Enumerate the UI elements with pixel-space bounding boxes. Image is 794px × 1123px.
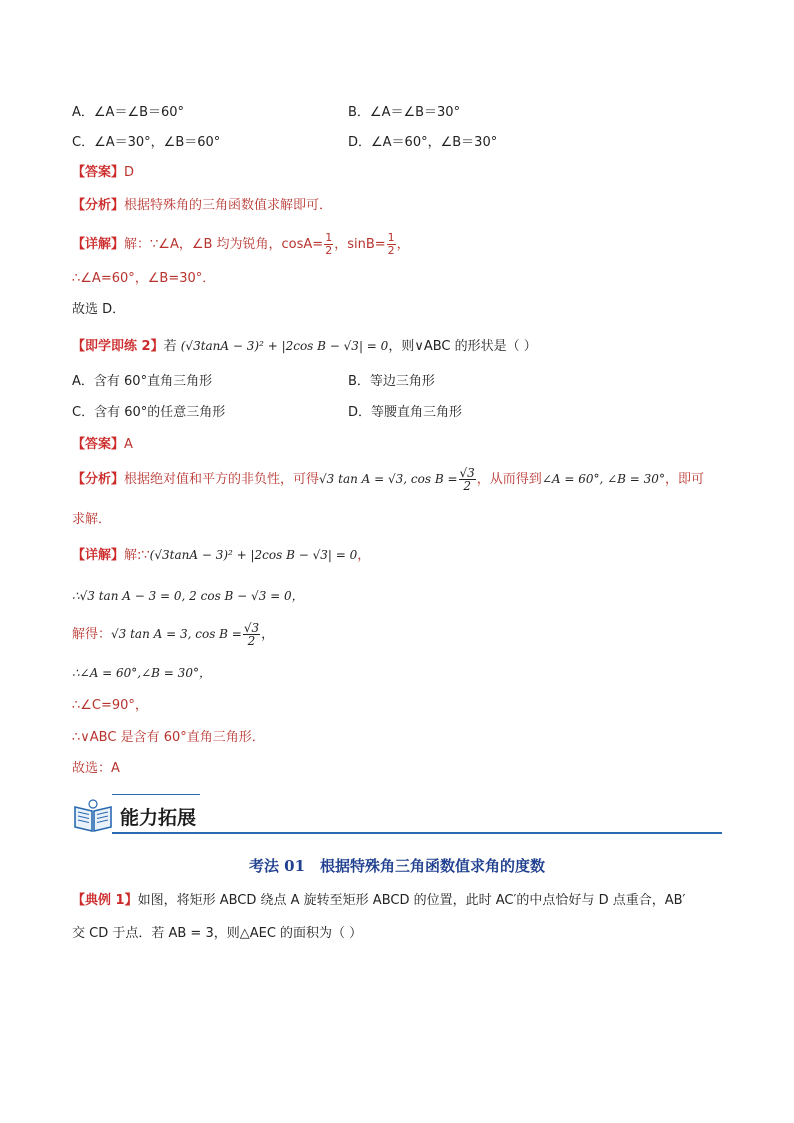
analysis-tag: 【分析】: [72, 198, 125, 213]
analysis-lead: 根据绝对值和平方的非负性，可得: [124, 472, 320, 487]
detail-end: ，: [396, 237, 410, 252]
q2-analysis: [72, 465, 704, 494]
q2-step5: ∴∨ABC 是含有 60°直角三角形．: [72, 730, 265, 745]
q1-conclusion: ∴∠A=60°，∠B=30°．: [72, 271, 216, 286]
answer-tag: 【答案】: [72, 165, 125, 180]
q2-step3: ∴∠A = 60°,∠B = 30°，: [72, 666, 211, 680]
section-rule: [112, 832, 722, 834]
q2-option-d: D．等腰直角三角形: [348, 405, 463, 420]
detail-tag: 【详解】: [72, 548, 125, 563]
q1-answer: [72, 164, 134, 182]
example-line2: 交 CD 于点．若 AB = 3，则△AEC 的面积为（ ）: [72, 926, 363, 941]
q2-detail: [72, 546, 370, 565]
step2-lead: 解得：: [72, 627, 112, 642]
example-line1: [72, 892, 685, 910]
q1-choose: 故选 D．: [72, 302, 126, 317]
q2-option-b: B．等边三角形: [348, 374, 435, 389]
analysis-text: 根据特殊角的三角函数值求解即可．: [124, 198, 333, 213]
fraction-one-half: $\frac{1}{2}$: [325, 231, 333, 257]
section-topline: [112, 794, 200, 795]
step2-expr: √3 tan A = 3, cos B =: [111, 627, 242, 641]
q2-option-a: A．含有 60°直角三角形: [72, 374, 213, 389]
example-text: 如图，将矩形 ABCD 绕点 A 旋转至矩形 ABCD 的位置，此时 AC′的中点恰好与 D 点重合，AB′: [137, 893, 686, 908]
answer-text: D: [124, 165, 135, 180]
practice-tag: 【即学即练 2】: [72, 339, 164, 354]
section-header: [72, 797, 722, 835]
q1-detail: [72, 232, 410, 258]
q2-choose: 故选：A: [72, 761, 120, 776]
section-title: 能力拓展: [120, 807, 197, 829]
q2-equation: (√3tanA − 3)² + |2cos B − √3| = 0: [180, 339, 389, 353]
q2-step4: ∴∠C=90°，: [72, 698, 148, 713]
analysis-expr1: √3 tan A = √3, cos B =: [319, 472, 458, 486]
method-heading: 考法 01 根据特殊角三角函数值求角的度数: [248, 857, 546, 875]
q2-tail: ，则∨ABC 的形状是（ ）: [388, 339, 537, 354]
q1-option-c: C．∠A＝30°，∠B＝60°: [72, 135, 221, 150]
q2-step1: ∴√3 tan A − 3 = 0, 2 cos B − √3 = 0，: [72, 589, 304, 603]
q2-lead: 若: [163, 339, 177, 354]
q1-option-d: D．∠A＝60°，∠B＝30°: [348, 135, 498, 150]
fraction-root3-over-2: $\frac{√3}{2}$: [243, 621, 260, 648]
q2-question: [72, 337, 537, 356]
detail-lead: 解:∵: [124, 548, 150, 563]
detail-end: ，: [357, 548, 371, 563]
detail-lead: 解：∵∠A，∠B 均为锐角，cosA=: [124, 237, 324, 252]
q2-answer: [72, 436, 133, 454]
fraction-root3-over-2: $\frac{√3}{2}$: [459, 466, 475, 493]
q1-option-a: A．∠A＝∠B＝60°: [72, 105, 185, 120]
analysis-tag: 【分析】: [72, 472, 125, 487]
analysis-expr2: ∠A = 60°, ∠B = 30°: [541, 472, 665, 486]
q1-option-b: B．∠A＝∠B＝30°: [348, 105, 461, 120]
fraction-one-half: $\frac{1}{2}$: [387, 231, 395, 257]
answer-tag: 【答案】: [72, 437, 125, 452]
step2-end: ，: [261, 627, 275, 642]
analysis-line2: 求解．: [72, 512, 112, 527]
q2-option-c: C．含有 60°的任意三角形: [72, 405, 226, 420]
analysis-mid: ，从而得到: [476, 472, 542, 487]
detail-mid: ，sinB=: [334, 237, 386, 252]
detail-tag: 【详解】: [72, 237, 125, 252]
q2-step2: [72, 620, 274, 649]
example-tag: 【典例 1】: [72, 893, 138, 908]
book-icon: [72, 799, 114, 833]
q1-analysis: [72, 197, 332, 215]
answer-text: A: [124, 437, 133, 452]
detail-equation: (√3tanA − 3)² + |2cos B − √3| = 0: [149, 548, 358, 562]
analysis-end: ，即可: [664, 472, 704, 487]
